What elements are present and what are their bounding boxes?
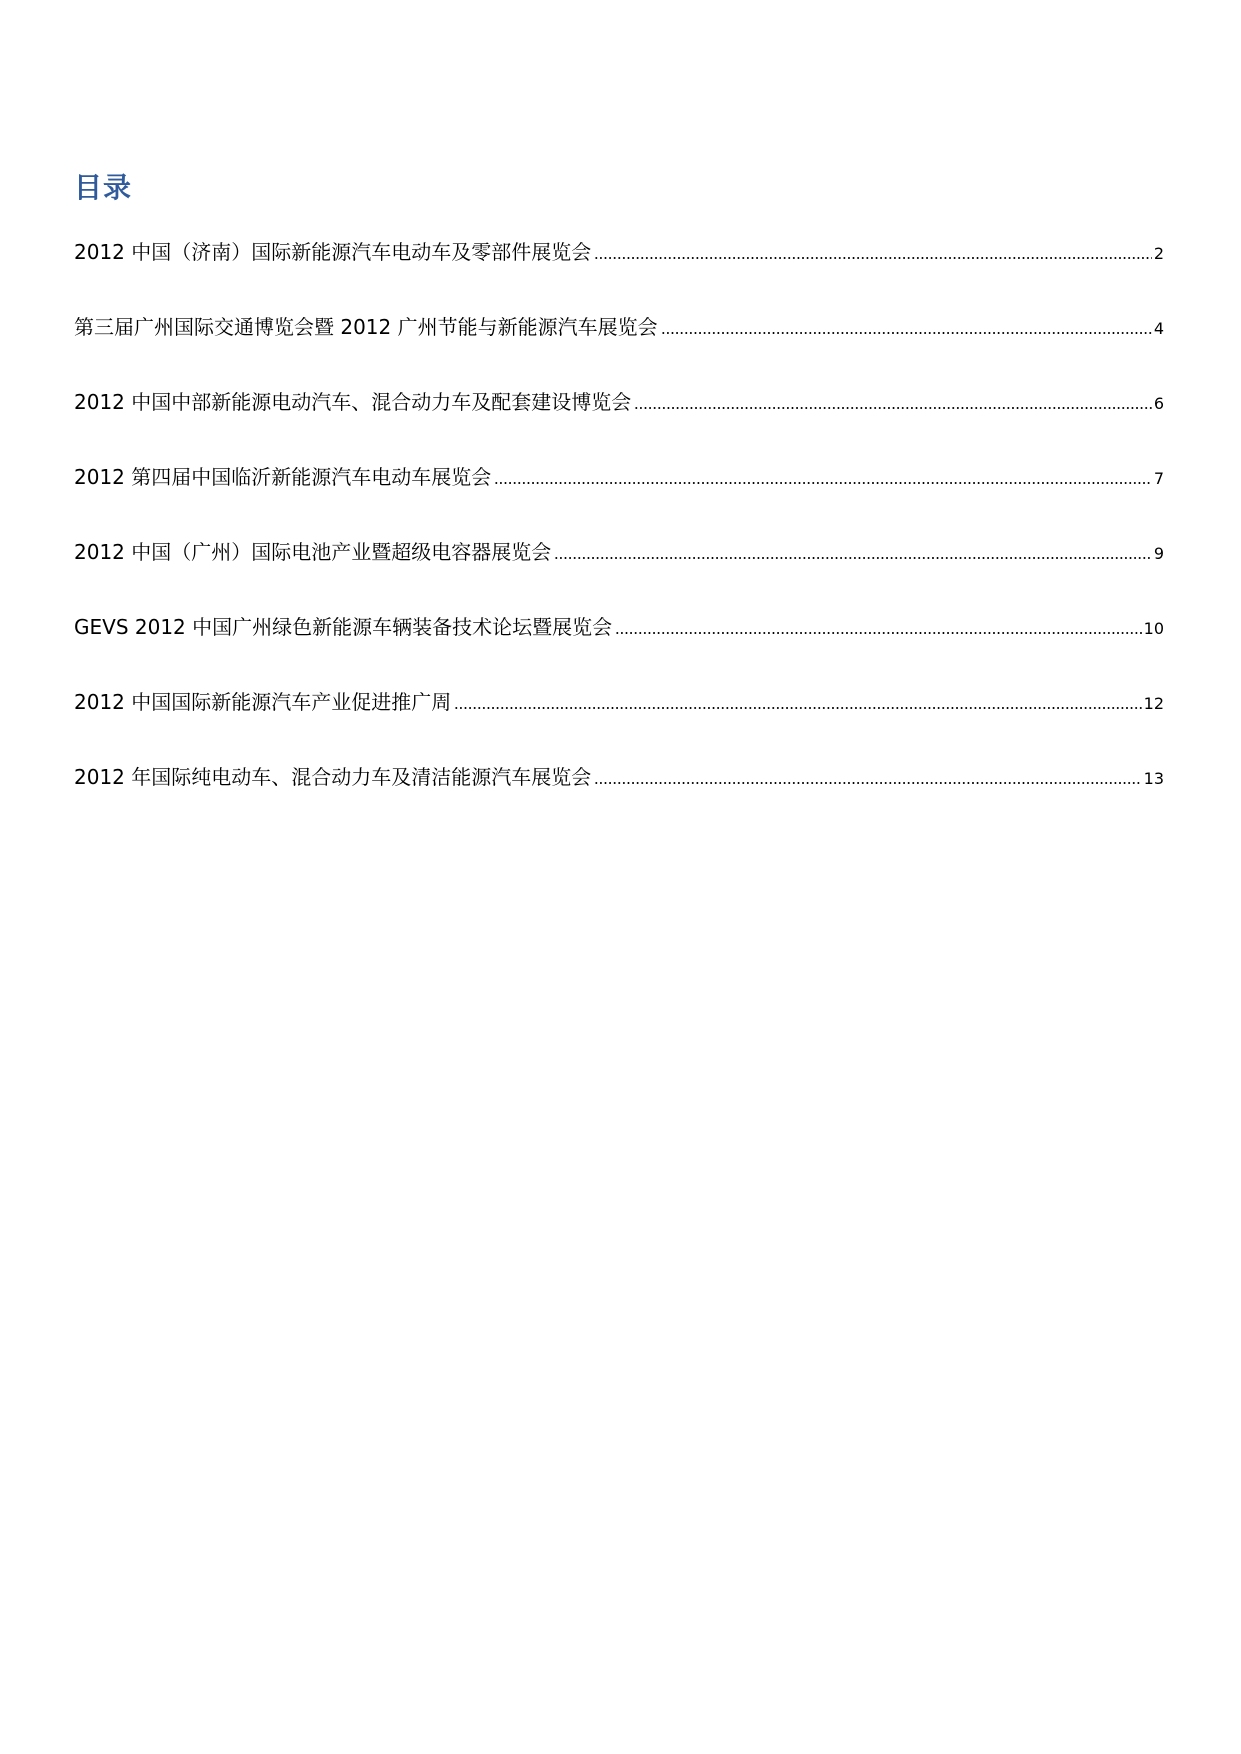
toc-entry-title: 第三届广州国际交通博览会暨 2012 广州节能与新能源汽车展览会 bbox=[74, 315, 658, 339]
toc-entry-title: 2012 中国（济南）国际新能源汽车电动车及零部件展览会 bbox=[74, 240, 592, 264]
toc-entry[interactable] bbox=[74, 538, 1164, 613]
dot-leader bbox=[615, 629, 1142, 635]
dot-leader bbox=[554, 554, 1152, 560]
toc-entry-title: 2012 年国际纯电动车、混合动力车及清洁能源汽车展览会 bbox=[74, 765, 592, 789]
toc-entry[interactable] bbox=[74, 613, 1164, 688]
toc-page-number: 9 bbox=[1153, 544, 1164, 563]
dot-leader bbox=[594, 779, 1141, 785]
dot-leader bbox=[634, 404, 1152, 410]
dot-leader bbox=[661, 329, 1152, 335]
toc-page-number: 4 bbox=[1153, 319, 1164, 338]
dot-leader bbox=[454, 704, 1141, 710]
toc-entry[interactable] bbox=[74, 688, 1164, 763]
toc-page-number: 10 bbox=[1143, 619, 1164, 638]
toc-page-number: 13 bbox=[1143, 769, 1164, 788]
toc-list bbox=[74, 238, 1164, 838]
toc-entry-title: 2012 第四届中国临沂新能源汽车电动车展览会 bbox=[74, 465, 492, 489]
toc-entry-title: 2012 中国国际新能源汽车产业促进推广周 bbox=[74, 690, 452, 714]
toc-entry[interactable] bbox=[74, 238, 1164, 313]
toc-page-number: 2 bbox=[1153, 244, 1164, 263]
toc-page-number: 7 bbox=[1153, 469, 1164, 488]
dot-leader bbox=[494, 479, 1152, 485]
dot-leader bbox=[594, 254, 1152, 260]
toc-entry[interactable] bbox=[74, 388, 1164, 463]
toc-page-number: 12 bbox=[1143, 694, 1164, 713]
toc-page-number: 6 bbox=[1153, 394, 1164, 413]
toc-entry-title: GEVS 2012 中国广州绿色新能源车辆装备技术论坛暨展览会 bbox=[74, 615, 613, 639]
toc-entry-title: 2012 中国中部新能源电动汽车、混合动力车及配套建设博览会 bbox=[74, 390, 632, 414]
toc-entry[interactable] bbox=[74, 463, 1164, 538]
toc-entry[interactable] bbox=[74, 313, 1164, 388]
toc-heading: 目录 bbox=[74, 171, 133, 204]
toc-entry-title: 2012 中国（广州）国际电池产业暨超级电容器展览会 bbox=[74, 540, 552, 564]
toc-entry[interactable] bbox=[74, 763, 1164, 838]
